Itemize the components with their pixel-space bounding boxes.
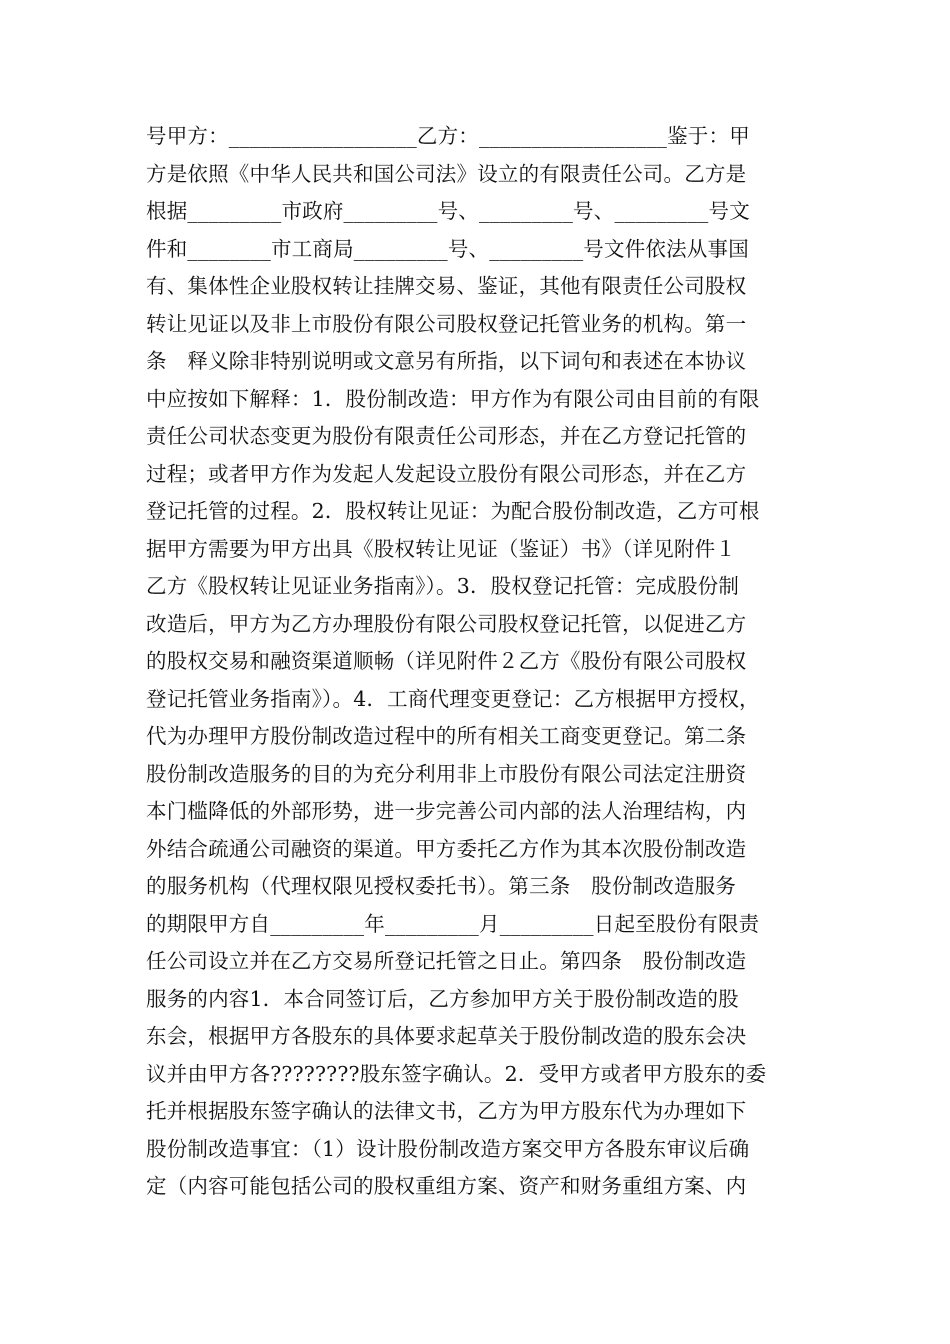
text-line: 的股权交易和融资渠道顺畅（详见附件２乙方《股份有限公司股权 bbox=[146, 649, 747, 673]
text-line: 外结合疏通公司融资的渠道。甲方委托乙方作为其本次股份制改造 bbox=[146, 836, 747, 861]
text-line: 任公司设立并在乙方交易所登记托管之日止。第四条 股份制改造 bbox=[146, 949, 747, 973]
text-line: 中应按如下解释：1．股份制改造：甲方作为有限公司由目前的有限 bbox=[146, 386, 760, 411]
text-line: 托并根据股东签字确认的法律文书，乙方为甲方股东代为办理如下 bbox=[146, 1099, 747, 1123]
text-line: 条 释义除非特别说明或文意另有所指，以下词句和表述在本协议 bbox=[146, 349, 747, 373]
text-line: 本门槛降低的外部形势，进一步完善公司内部的法人治理结构，内 bbox=[146, 799, 747, 823]
text-line: 转让见证以及非上市股份有限公司股权登记托管业务的机构。第一 bbox=[146, 311, 747, 336]
text-line: 代为办理甲方股份制改造过程中的所有相关工商变更登记。第二条 bbox=[146, 724, 747, 748]
text-line: 件和________市工商局_________号、_________号文件依法从事国 bbox=[146, 236, 749, 261]
text-line: 股份制改造服务的目的为充分利用非上市股份有限公司法定注册资 bbox=[146, 761, 747, 786]
text-line: 的服务机构（代理权限见授权委托书）。第三条 股份制改造服务 bbox=[146, 874, 737, 898]
text-line: 责任公司状态变更为股份有限责任公司形态，并在乙方登记托管的 bbox=[146, 424, 747, 448]
text-line: 乙方《股权转让见证业务指南》）。3．股权登记托管：完成股份制 bbox=[146, 574, 740, 598]
text-line: 定（内容可能包括公司的股权重组方案、资产和财务重组方案、内 bbox=[146, 1174, 747, 1198]
text-line: 登记托管业务指南》）。4．工商代理变更登记：乙方根据甲方授权， bbox=[146, 686, 760, 711]
text-line: 登记托管的过程。2．股权转让见证：为配合股份制改造，乙方可根 bbox=[146, 499, 760, 523]
text-line: 有、集体性企业股权转让挂牌交易、鉴证，其他有限责任公司股权 bbox=[146, 274, 747, 298]
text-line: 方是依照《中华人民共和国公司法》设立的有限责任公司。乙方是 bbox=[146, 161, 747, 186]
text-line: 的期限甲方自_________年_________月_________日起至股份有限责 bbox=[146, 911, 760, 936]
text-line: 服务的内容1．本合同签订后，乙方参加甲方关于股份制改造的股 bbox=[146, 986, 739, 1011]
text-line: 股份制改造事宜：（1）设计股份制改造方案交甲方各股东审议后确 bbox=[146, 1136, 750, 1161]
text-line: 东会，根据甲方各股东的具体要求起草关于股份制改造的股东会决 bbox=[146, 1024, 747, 1048]
text-line: 过程；或者甲方作为发起人发起设立股份有限公司形态，并在乙方 bbox=[146, 461, 747, 486]
text-line: 根据_________市政府_________号、_________号、_________号文 bbox=[146, 199, 750, 223]
text-line: 议并由甲方各????????股东签字确认。2．受甲方或者甲方股东的委 bbox=[146, 1061, 767, 1086]
text-line: 据甲方需要为甲方出具《股权转让见证（鉴证）书》（详见附件１ bbox=[146, 536, 737, 561]
text-line: 改造后，甲方为乙方办理股份有限公司股权登记托管，以促进乙方 bbox=[146, 611, 747, 636]
text-line: 号甲方：__________________乙方：__________________鉴于：甲 bbox=[146, 124, 750, 148]
document-body bbox=[146, 118, 826, 1206]
